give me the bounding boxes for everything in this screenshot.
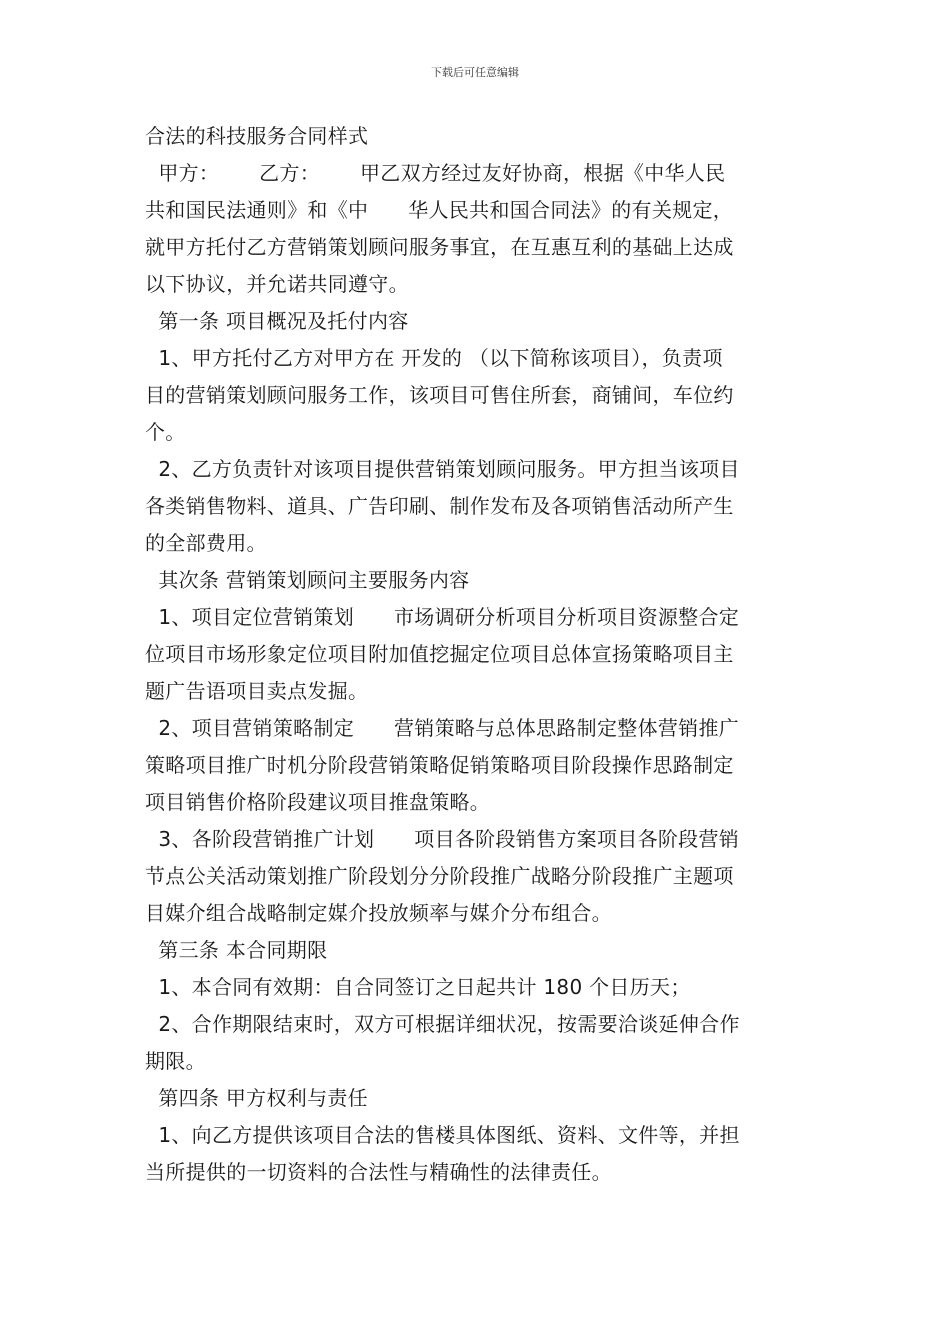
text-line: 目媒介组合战略制定媒介投放频率与媒介分布组合。 xyxy=(145,901,612,925)
text-line: 1、项目定位营销策划 市场调研分析项目分析项目资源整合定 xyxy=(145,605,740,629)
text-line: 项目销售价格阶段建议项目推盘策略。 xyxy=(145,790,491,814)
document-title: 合法的科技服务合同样式 xyxy=(145,124,369,148)
section-heading: 第三条 本合同期限 xyxy=(145,938,328,962)
text-line: 2、乙方负责针对该项目提供营销策划顾问服务。甲方担当该项目 xyxy=(145,457,740,481)
text-line: 1、甲方托付乙方对甲方在 开发的 （以下简称该项目），负责项 xyxy=(145,346,723,370)
text-line: 期限。 xyxy=(145,1049,206,1073)
text-line: 甲方： 乙方： 甲乙双方经过友好协商，根据《中华人民 xyxy=(145,161,726,185)
text-line: 2、项目营销策略制定 营销策略与总体思路制定整体营销推广 xyxy=(145,716,740,740)
text-line: 1、本合同有效期：自合同签订之日起共计 180 个日历天； xyxy=(145,975,691,999)
page-header: 下载后可任意编辑 xyxy=(431,66,519,79)
text-line: 3、各阶段营销推广计划 项目各阶段销售方案项目各阶段营销 xyxy=(145,827,740,851)
text-line: 节点公关活动策划推广阶段划分分阶段推广战略分阶段推广主题项 xyxy=(145,864,734,888)
section-heading: 第一条 项目概况及托付内容 xyxy=(145,309,409,333)
text-line: 策略项目推广时机分阶段营销策略促销策略项目阶段操作思路制定 xyxy=(145,753,734,777)
text-line: 共和国民法通则》和《中 华人民共和国合同法》的有关规定， xyxy=(145,198,734,222)
text-line: 的全部费用。 xyxy=(145,531,267,555)
text-line: 题广告语项目卖点发掘。 xyxy=(145,679,369,703)
text-line: 就甲方托付乙方营销策划顾问服务事宜，在互惠互利的基础上达成 xyxy=(145,235,734,259)
section-heading: 第四条 甲方权利与责任 xyxy=(145,1086,368,1110)
section-heading: 其次条 营销策划顾问主要服务内容 xyxy=(145,568,470,592)
text-line: 位项目市场形象定位项目附加值挖掘定位项目总体宣扬策略项目主 xyxy=(145,642,734,666)
text-line: 个。 xyxy=(145,420,186,444)
text-line: 2、合作期限结束时，双方可根据详细状况，按需要洽谈延伸合作 xyxy=(145,1012,740,1036)
text-line: 当所提供的一切资料的合法性与精确性的法律责任。 xyxy=(145,1160,612,1184)
contract-body xyxy=(145,118,805,1191)
text-line: 1、向乙方提供该项目合法的售楼具体图纸、资料、文件等，并担 xyxy=(145,1123,740,1147)
text-line: 以下协议，并允诺共同遵守。 xyxy=(145,272,409,296)
text-line: 各类销售物料、道具、广告印刷、制作发布及各项销售活动所产生 xyxy=(145,494,734,518)
text-line: 目的营销策划顾问服务工作，该项目可售住所套，商铺间，车位约 xyxy=(145,383,734,407)
